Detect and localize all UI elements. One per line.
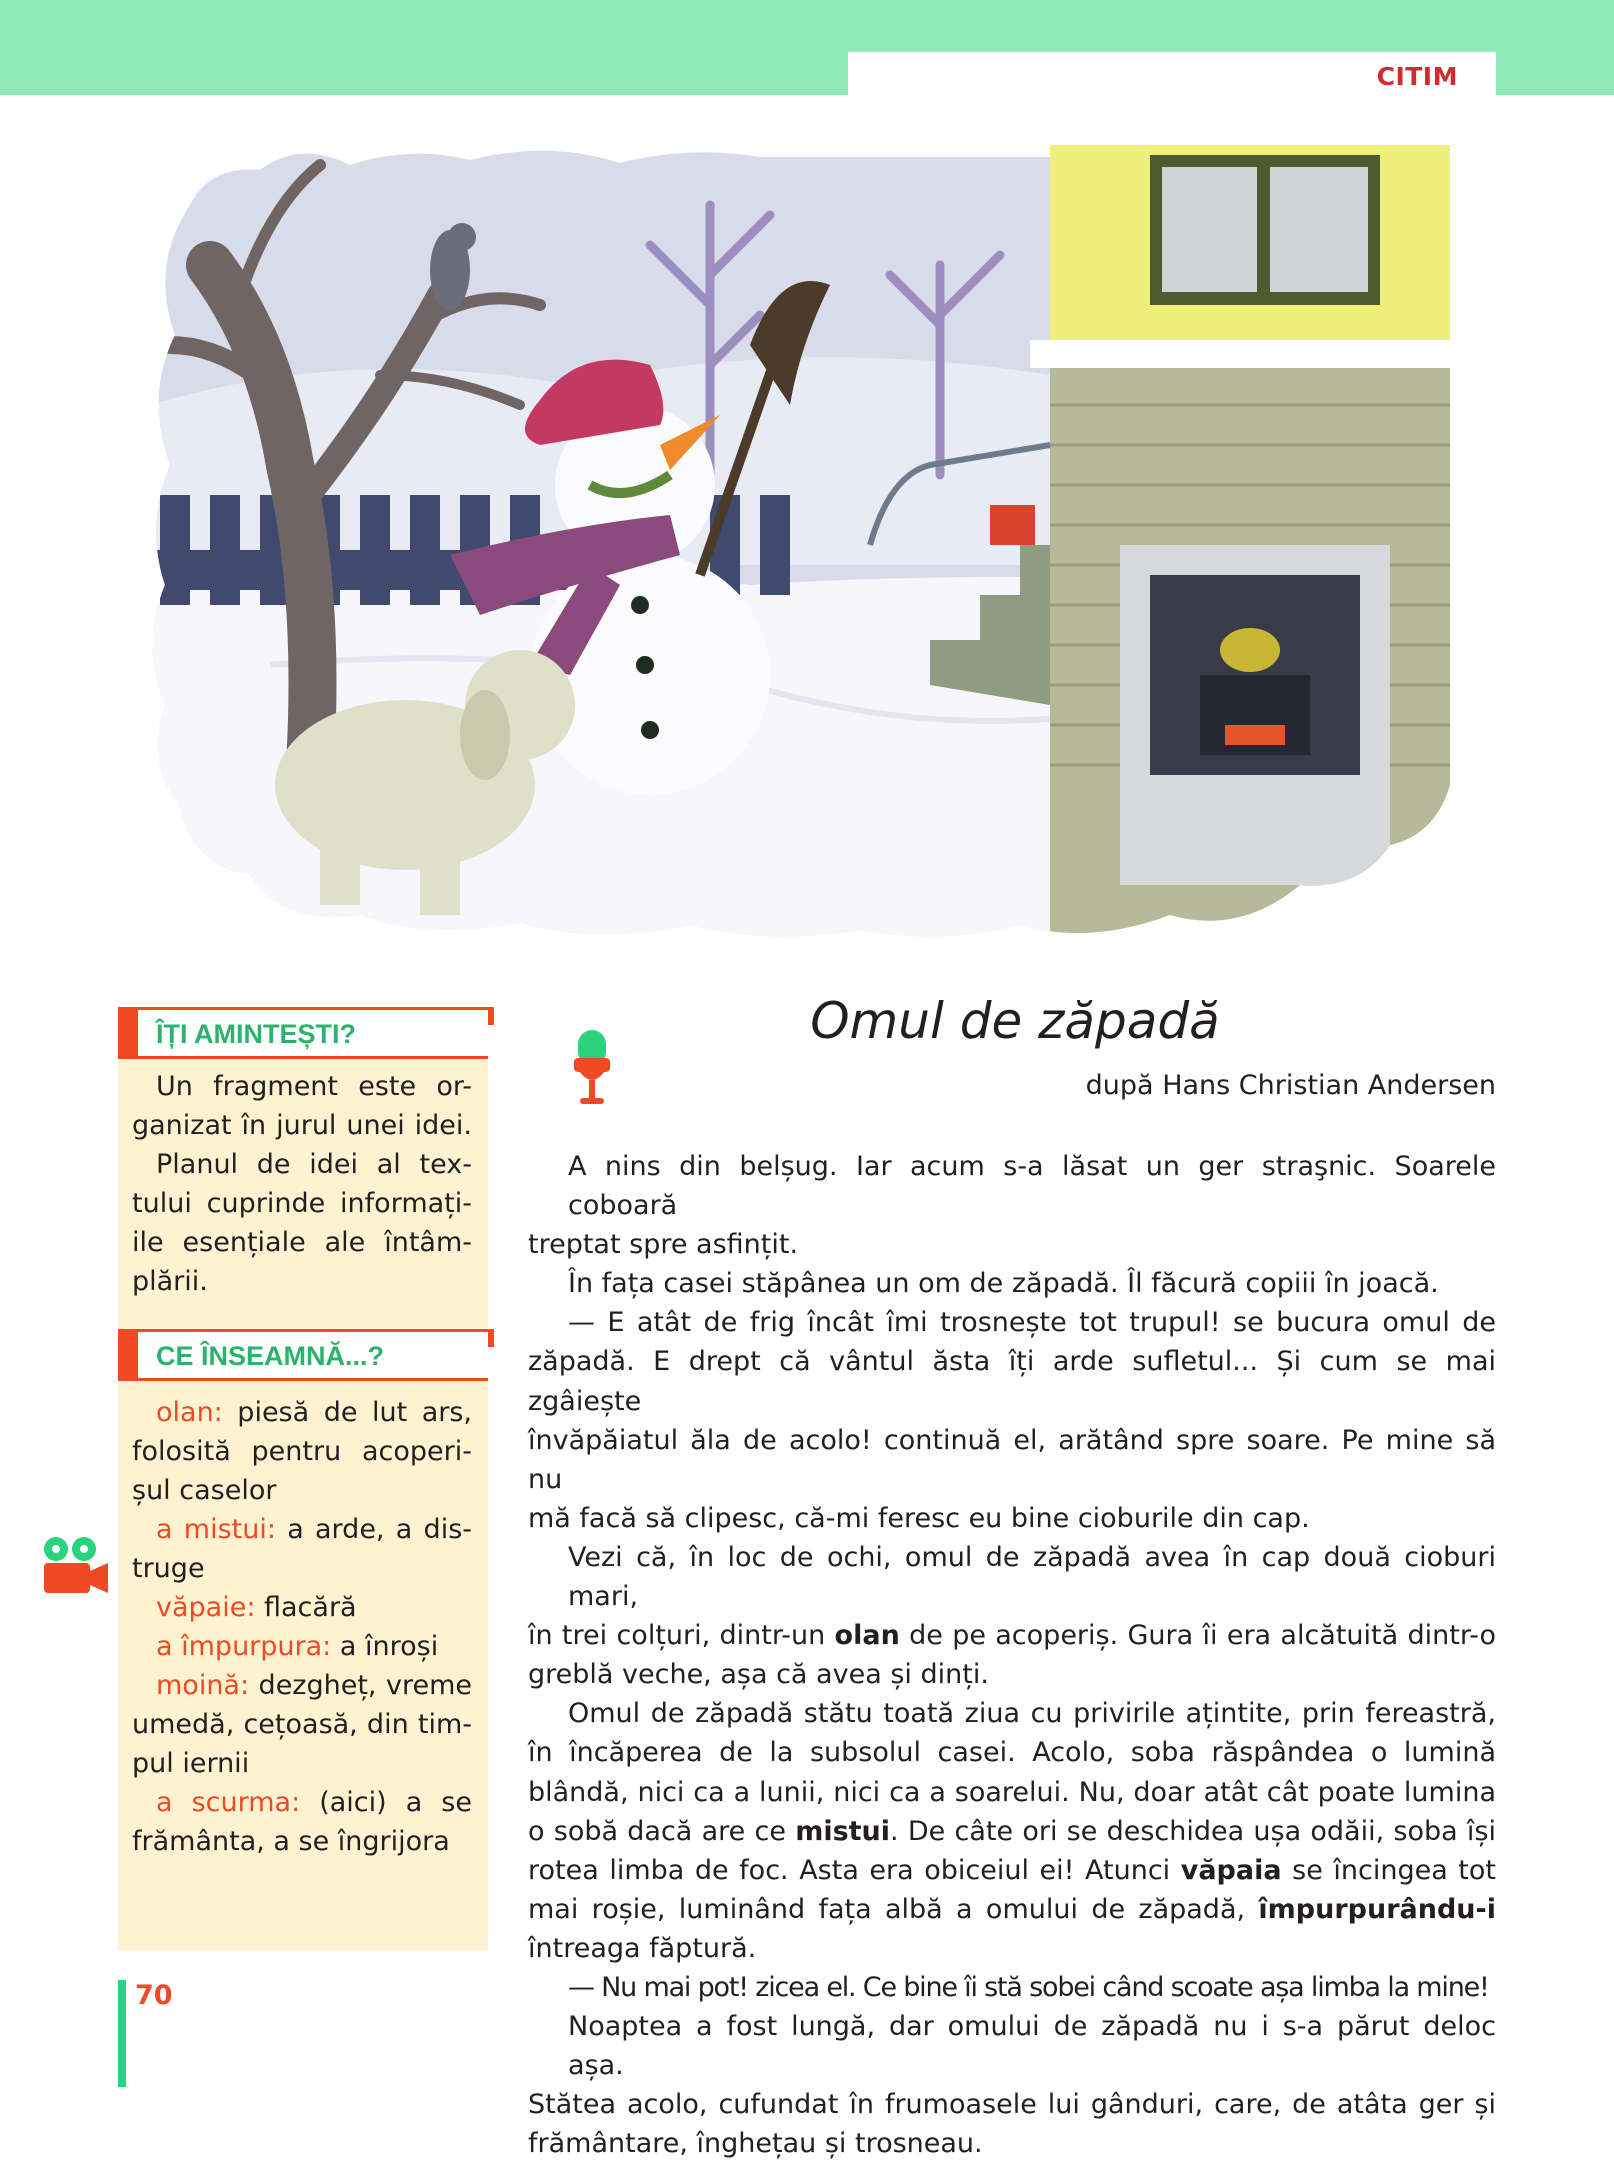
sidebar-panel <box>118 1007 488 1950</box>
story-body: A nins din belșug. Iar acum s-a lăsat un ger straşnic. Soarele coboară treptat spre asfințit. În fața casei stăpânea un om de zăpadă. Îl făcură copiii în joacă. — E atât de frig încât îmi trosnește tot trupul! se bucura omul de zăpadă. E drept că vântul ăsta îți arde sufletul... Și cum se mai zgâiește învăpăiatul ăla de acolo! continuă el, arătând spre soare. Pe mine să nu mă facă să clipesc, că-mi feresc eu bine cioburile din cap. Vezi că, în loc de ochi, omul de zăpadă avea în cap două cioburi mari, în trei colțuri, dintr-un olan de pe acoperiș. Gura îi era alcătuită dintr-o greblă veche, așa că avea și dinți. Omul de zăpadă stătu toată ziua cu privirile ațintite, prin fereastră, în încăperea de la subsolul casei. Acolo, soba răspândea o lumină blândă, nici ca a lunii, nici ca a soarelui. Nu, doar atât cât poate lumina o sobă dacă are ce mistui. De câte ori se deschidea ușa odăii, soba își rotea limba de foc. Asta era obiceiul ei! Atunci văpaia se încingea tot mai roșie, luminând fața albă a omului de zăpadă, împurpurându-i întreaga făptură. — Nu mai pot! zicea el. Ce bine îi stă sobei când scoate așa limba la mine! Noaptea a fost lungă, dar omului de zăpadă nu i s-a părut deloc așa. Stătea acolo, cufundat în frumoasele lui gânduri, care, de atâta ger și frământare, înghețau și trosneau. <box>528 1151 1496 2160</box>
remember-header <box>118 1007 488 1059</box>
glossary-entry: moină: dezgheț, vreme <box>156 1670 472 1701</box>
glossary-entry: olan: piesă de lut ars, <box>156 1397 472 1428</box>
story-author: după Hans Christian Andersen <box>1085 1070 1496 1101</box>
glossary-entry: a mistui: a arde, a dis- <box>156 1514 473 1545</box>
glossary-entry: văpaie: flacără <box>156 1592 357 1623</box>
glossary-title: CE ÎNSEAMNĂ...? <box>156 1341 385 1371</box>
film-projector-icon <box>38 1535 110 1597</box>
microphone-icon <box>570 1028 614 1106</box>
remember-text: Un fragment este or- ganizat în jurul unei idei. Planul de idei al tex- tului cuprinde informați- ile esențiale ale întâm- plării. <box>132 1071 472 1297</box>
section-tab <box>848 52 1496 95</box>
page-number-rule <box>118 1980 126 2087</box>
section-label: CITIM <box>1376 62 1458 91</box>
page-number: 70 <box>135 1980 173 2011</box>
glossary-header <box>118 1329 488 1381</box>
glossary-entry: a scurma: (aici) a se <box>156 1787 472 1818</box>
glossary-entry: a împurpura: a înroși <box>156 1631 439 1662</box>
remember-title: ÎȚI AMINTEȘTI? <box>156 1019 356 1049</box>
glossary-list: olan: piesă de lut ars, folosită pentru acoperi- șul caselor a mistui: a arde, a dis- truge văpaie: flacără a împurpura: a înroși moină: dezgheț, vreme umedă, cețoasă, din tim- pul iernii a scurma: (aici) a se frământa, a se îngrijora <box>132 1393 472 1861</box>
story-title: Omul de zăpadă <box>810 992 1220 1050</box>
winter-illustration <box>150 145 1450 945</box>
